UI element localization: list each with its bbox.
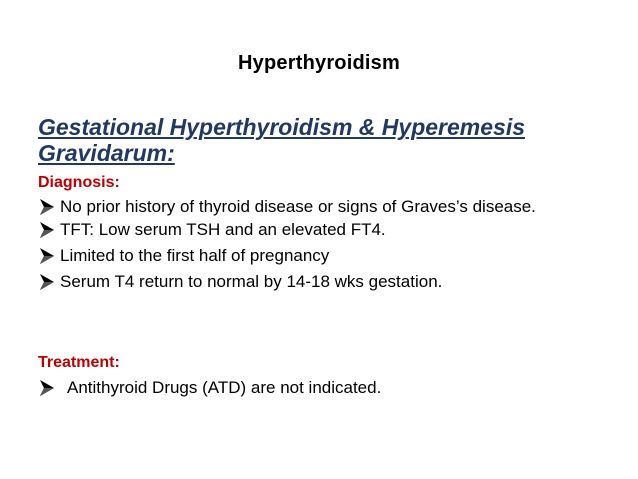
- list-item-text: Limited to the first half of pregnancy: [60, 246, 330, 265]
- arrowhead-bullet-icon: [38, 247, 56, 265]
- list-item-text: Serum T4 return to normal by 14-18 wks gestation.: [60, 272, 443, 291]
- list-item-text: Antithyroid Drugs (ATD) are not indicated.: [67, 378, 382, 397]
- arrowhead-bullet-icon: [38, 198, 56, 216]
- arrowhead-bullet-icon: [38, 221, 56, 239]
- treatment-label: Treatment:: [38, 354, 120, 371]
- list-item-text: TFT: Low serum TSH and an elevated FT4.: [60, 220, 386, 239]
- list-item: [38, 272, 598, 292]
- diagnosis-list: [38, 197, 598, 298]
- treatment-list: [38, 378, 598, 404]
- slide-subtitle: Gestational Hyperthyroidism & Hyperemesis Gravidarum:: [38, 114, 525, 166]
- list-item: [38, 246, 598, 266]
- arrowhead-bullet-icon: [38, 379, 56, 397]
- list-item: [38, 220, 598, 240]
- list-item: [38, 378, 598, 398]
- list-item-text: No prior history of thyroid disease or signs of Graves’s disease.: [60, 197, 536, 216]
- list-item: [38, 197, 598, 217]
- arrowhead-bullet-icon: [38, 273, 56, 291]
- slide-title: Hyperthyroidism: [238, 52, 400, 74]
- diagnosis-label: Diagnosis:: [38, 174, 120, 191]
